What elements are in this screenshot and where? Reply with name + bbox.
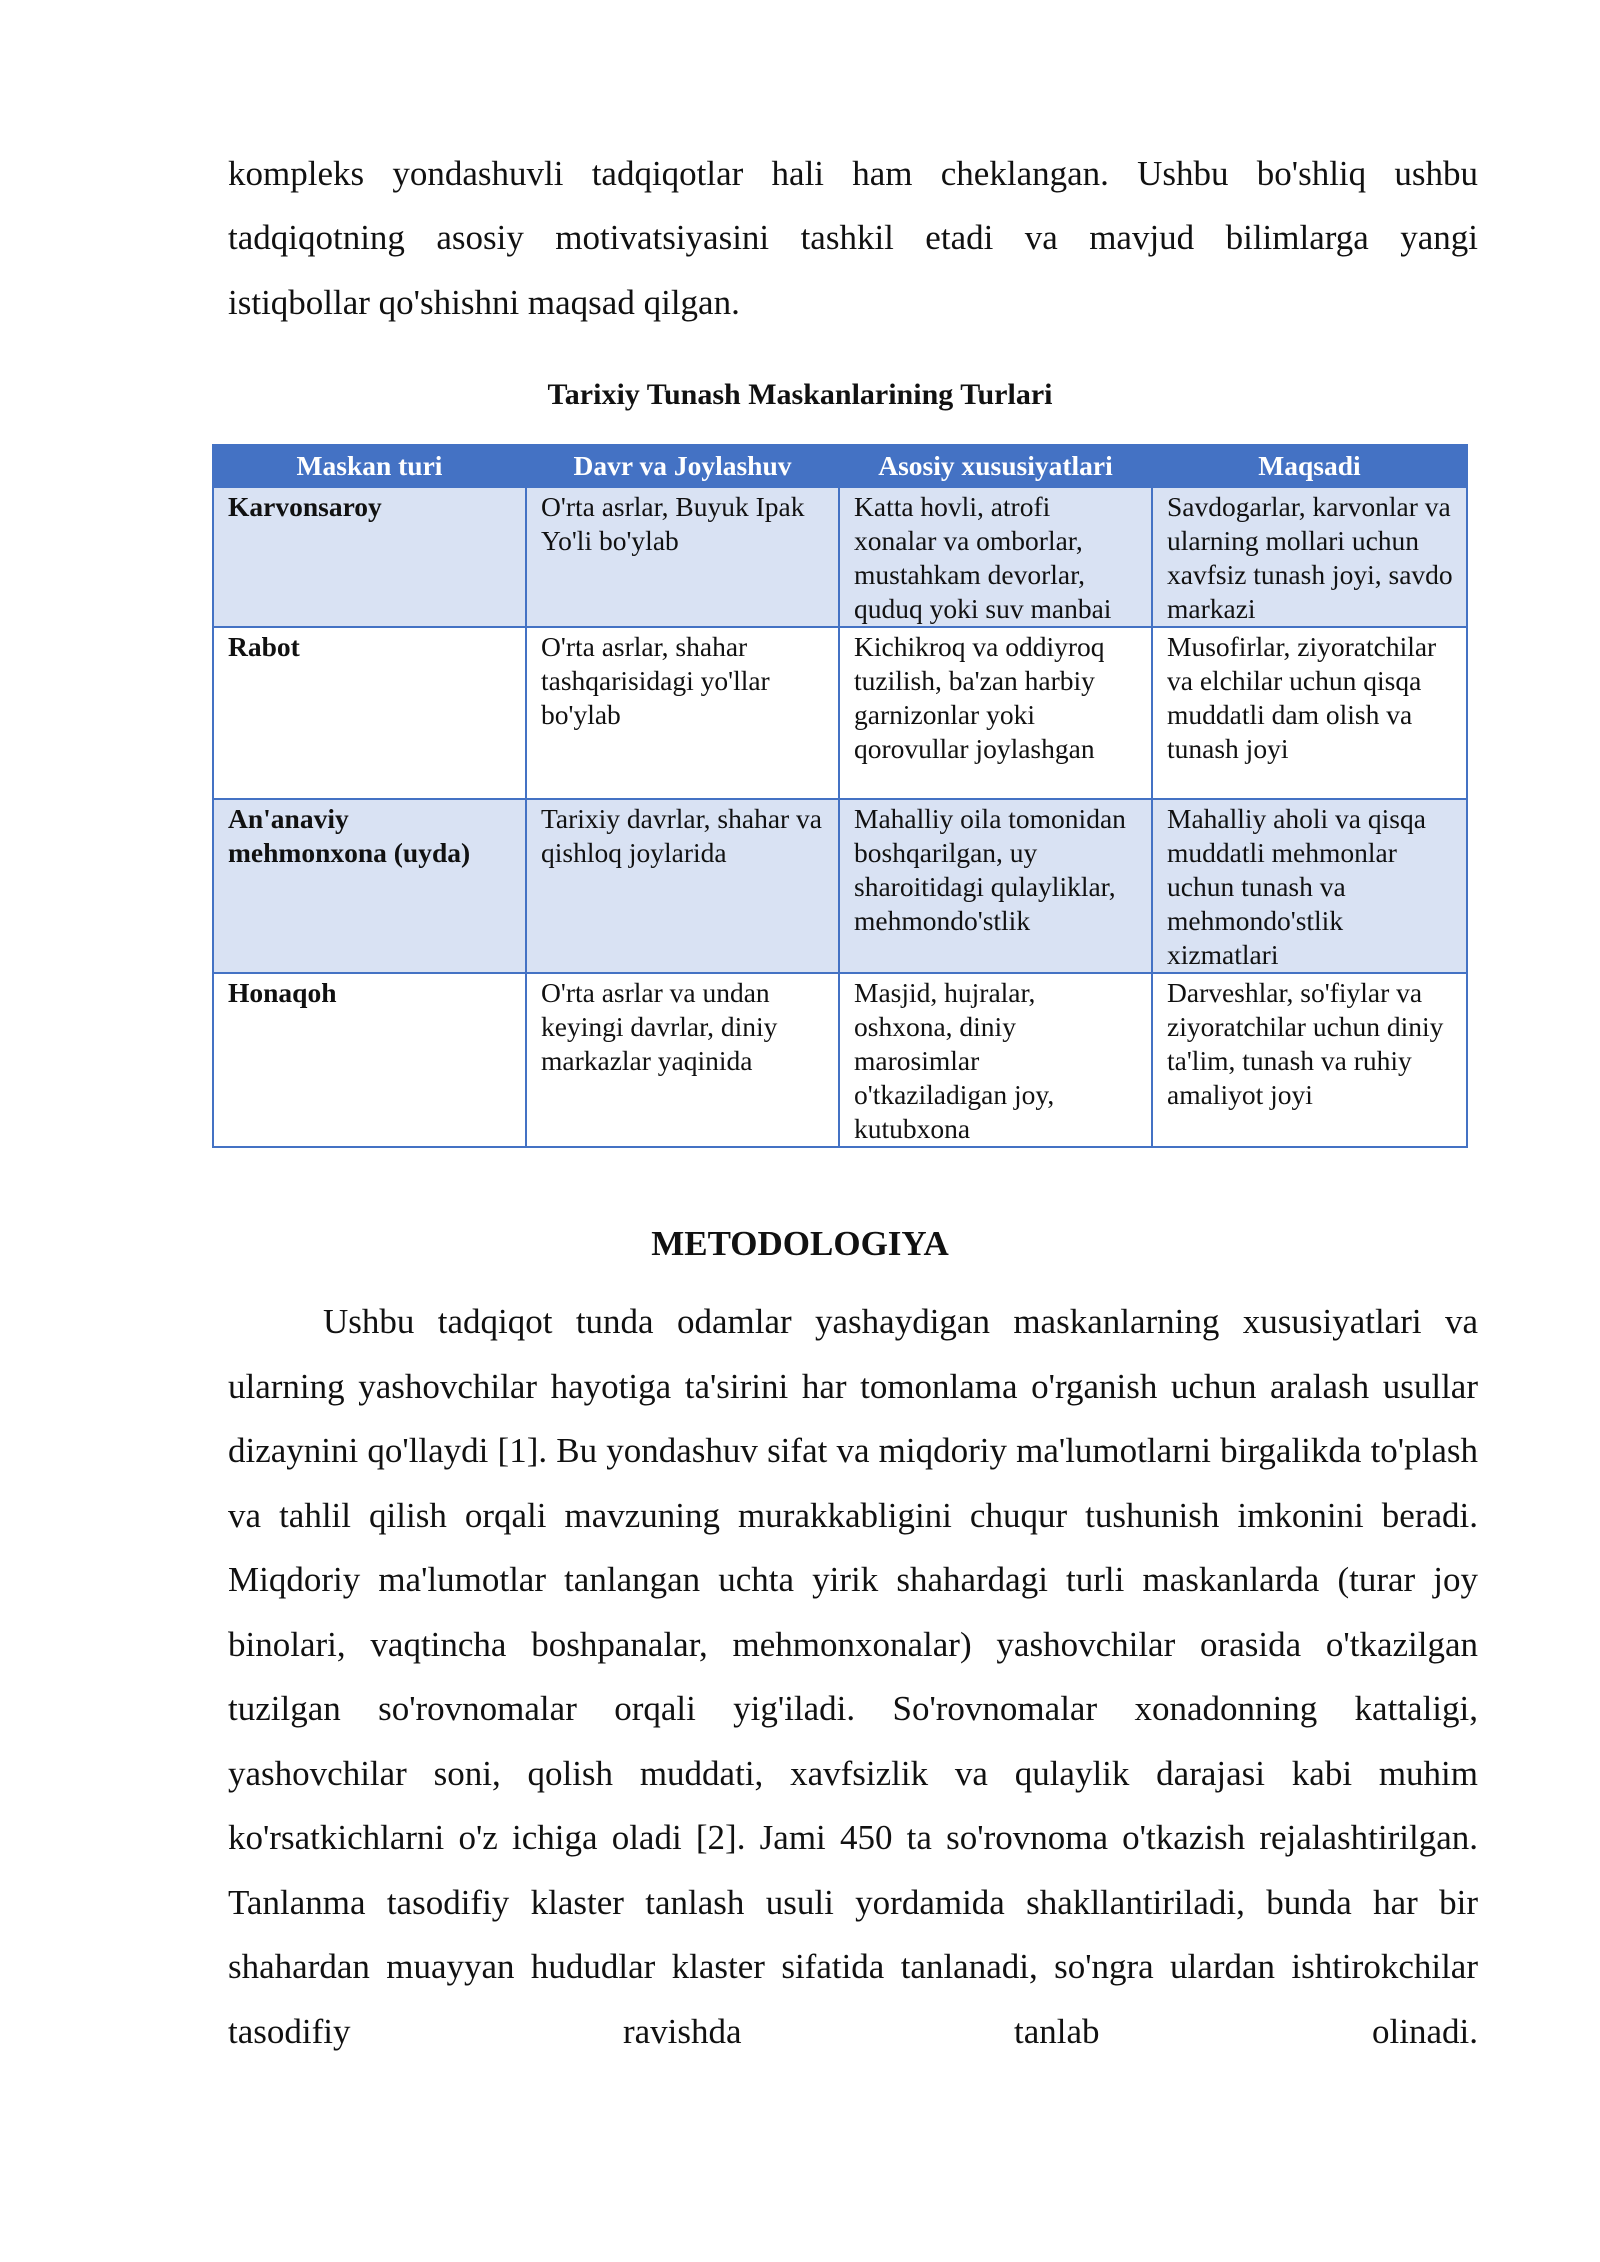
table-cell-type: Karvonsaroy <box>213 487 526 627</box>
table-cell-features: Mahalliy oila tomonidan boshqarilgan, uy sharoitidagi qulayliklar, mehmondo'stlik <box>839 799 1152 973</box>
intro-line-3: istiqbollar qo'shishni maqsad qilgan. <box>228 283 740 322</box>
column-header: Davr va Joylashuv <box>526 445 839 487</box>
table-cell-features: Kichikroq va oddiyroq tuzilish, ba'zan harbiy garnizonlar yoki qorovullar joylashgan <box>839 627 1152 799</box>
table-header-row <box>213 445 1467 487</box>
table-cell-features: Katta hovli, atrofi xonalar va omborlar, mustahkam devorlar, quduq yoki suv manbai <box>839 487 1152 627</box>
methodology-paragraph: Ushbu tadqiqot tunda odamlar yashaydigan maskanlarning xususiyatlari va ularning yashovchilar hayotiga ta'sirini har tomonlama o'rganish uchun aralash usullar dizaynini qo'llaydi [1]. Bu yondashuv sifat va miqdoriy ma'lumotlarni birgalikda to'plash va tahlil qilish orqali mavzuning murakkabligini chuqur tushunish imkonini beradi. Miqdoriy ma'lumotlar tanlangan uchta yirik shahardagi turli maskanlarda (turar joy binolari, vaqtincha boshpanalar, mehmonxonalar) yashovchilar orasida o'tkazilgan tuzilgan so'rovnomalar orqali yig'iladi. So'rovnomalar xonadonning kattaligi, yashovchilar soni, qolish muddati, xavfsizlik va qulaylik darajasi kabi muhim ko'rsatkichlarni o'z ichiga oladi [2]. Jami 450 ta so'rovnoma o'tkazish rejalashtirilgan. Tanlanma tasodifiy klaster tanlash usuli yordamida shakllantiriladi, bunda har bir shahardan muayyan hududlar klaster sifatida tanlanadi, so'ngra ulardan ishtirokchilar tasodifiy ravishda tanlab olinadi. <box>228 1302 1478 2051</box>
table-cell-purpose: Mahalliy aholi va qisqa muddatli mehmonlar uchun tunash va mehmondo'stlik xizmatlari <box>1152 799 1467 973</box>
table-cell-period: O'rta asrlar, shahar tashqarisidagi yo'llar bo'ylab <box>526 627 839 799</box>
table-cell-type: Honaqoh <box>213 973 526 1147</box>
column-header: Maqsadi <box>1152 445 1467 487</box>
table-row <box>213 973 1467 1147</box>
table-caption: Tarixiy Tunash Maskanlarining Turlari <box>547 378 1053 411</box>
table-row <box>213 627 1467 799</box>
table-cell-period: O'rta asrlar va undan keyingi davrlar, diniy markazlar yaqinida <box>526 973 839 1147</box>
table-cell-features: Masjid, hujralar, oshxona, diniy marosimlar o'tkaziladigan joy, kutubxona <box>839 973 1152 1147</box>
column-header: Maskan turi <box>213 445 526 487</box>
table-row <box>213 487 1467 627</box>
section-heading: METODOLOGIYA <box>651 1224 949 1263</box>
table-cell-purpose: Savdogarlar, karvonlar va ularning mollari uchun xavfsiz tunash joyi, savdo markazi <box>1152 487 1467 627</box>
types-table <box>212 444 1468 1148</box>
table-cell-period: Tarixiy davrlar, shahar va qishloq joylarida <box>526 799 839 973</box>
table-cell-type: Rabot <box>213 627 526 799</box>
table-cell-period: O'rta asrlar, Buyuk Ipak Yo'li bo'ylab <box>526 487 839 627</box>
table-row <box>213 799 1467 973</box>
intro-line-1: kompleks yondashuvli tadqiqotlar hali ham cheklangan. Ushbu bo'shliq ushbu <box>228 154 1478 193</box>
table-cell-type: An'anaviy mehmonxona (uyda) <box>213 799 526 973</box>
intro-line-2: tadqiqotning asosiy motivatsiyasini tashkil etadi va mavjud bilimlarga yangi <box>228 218 1478 257</box>
table-cell-purpose: Darveshlar, so'fiylar va ziyoratchilar uchun diniy ta'lim, tunash va ruhiy amaliyot joyi <box>1152 973 1467 1147</box>
column-header: Asosiy xususiyatlari <box>839 445 1152 487</box>
table-cell-purpose: Musofirlar, ziyoratchilar va elchilar uchun qisqa muddatli dam olish va tunash joyi <box>1152 627 1467 799</box>
